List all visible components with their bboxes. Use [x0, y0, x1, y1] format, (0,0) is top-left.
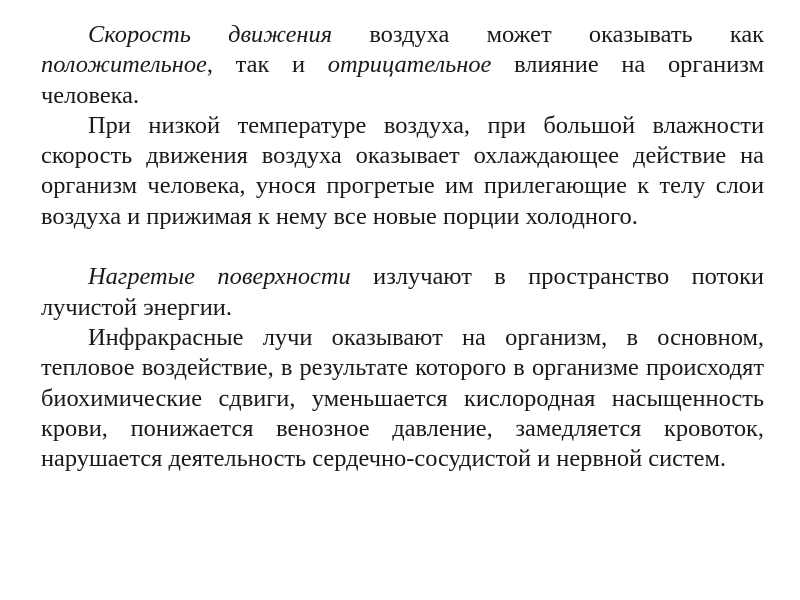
paragraph-text: излучают в пространство потоки лучистой энергии.: [41, 263, 764, 321]
paragraph-text: Инфракрасные лучи оказывают на организм, в основном, тепловое воздействие, в результате которого в организме происходят биохимические сдвиги, уменьшается кислородная насыщенность крови, понижается венозное давление, замедляется кровоток, нарушается деятельность сердечно-сосудистой и нервной систем.: [41, 323, 764, 473]
paragraph-text: , так и: [206, 51, 328, 79]
document-body: [41, 20, 764, 474]
term-negative: отрицательное: [327, 51, 492, 79]
paragraph-infrared-rays: [41, 323, 764, 474]
paragraph-text: При низкой температуре воздуха, при большой влажности скорость движения воздуха оказывает охлаждающее действие на организм человека, унося прогретые им прилегающие к телу слои воздуха и прижимая к нему все новые порции холодного.: [41, 111, 764, 230]
paragraph-text: влияние на организм человека.: [41, 51, 765, 109]
paragraph-spacer: [41, 232, 764, 262]
term-air-speed: Скорость движения: [88, 21, 333, 48]
paragraph-air-speed: [41, 20, 764, 111]
paragraph-heated-surfaces: [41, 262, 764, 323]
paragraph-text: воздуха может оказывать как: [332, 21, 765, 48]
term-positive: положительное: [41, 51, 207, 79]
paragraph-cooling-effect: [41, 111, 764, 232]
term-heated-surfaces: Нагретые поверхности: [88, 263, 351, 291]
